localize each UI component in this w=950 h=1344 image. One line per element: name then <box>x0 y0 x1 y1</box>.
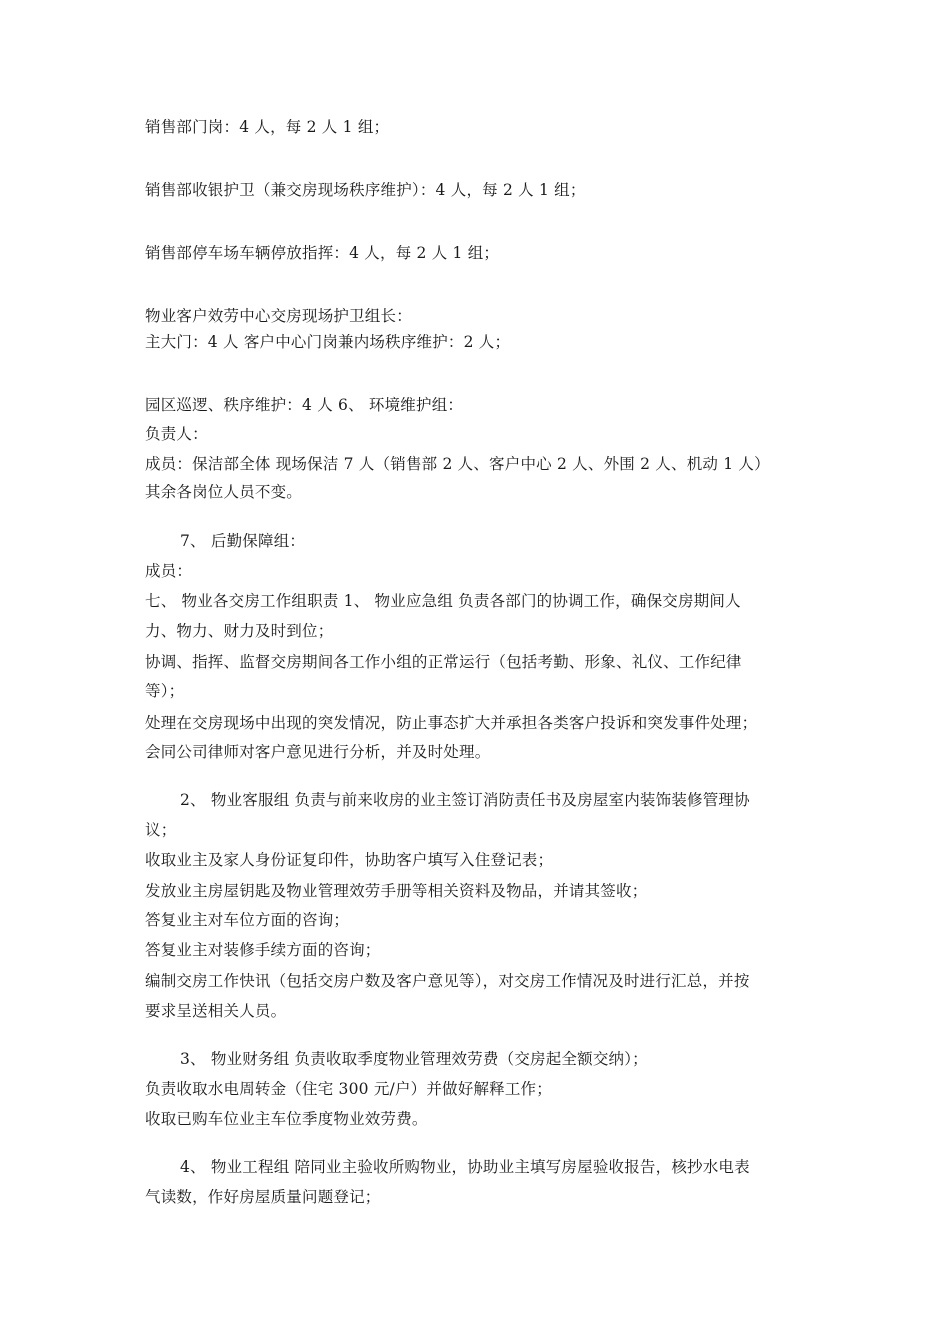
text-line: 园区巡逻、秩序维护：4 人 6、 环境维护组： <box>145 396 464 414</box>
text-line: 4、 物业工程组 陪同业主验收所购物业，协助业主填写房屋验收报告，核抄水电表 <box>180 1158 750 1176</box>
text-line: 力、物力、财力及时到位； <box>145 622 334 640</box>
text-line: 物业客户效劳中心交房现场护卫组长： <box>145 307 412 325</box>
text-line: 销售部收银护卫（兼交房现场秩序维护）：4 人，每 2 人 1 组； <box>145 181 586 199</box>
text-line: 气读数，作好房屋质量问题登记； <box>145 1188 381 1206</box>
text-line: 处理在交房现场中出现的突发情况，防止事态扩大并承担各类客户投诉和突发事件处理； <box>145 714 758 732</box>
text-line: 答复业主对车位方面的咨询； <box>145 911 350 929</box>
text-line: 七、 物业各交房工作组职责 1、 物业应急组 负责各部门的协调工作，确保交房期间人 <box>145 592 741 610</box>
text-line: 成员： <box>145 562 193 580</box>
text-line: 其余各岗位人员不变。 <box>145 483 303 501</box>
text-line: 收取已购车位业主车位季度物业效劳费。 <box>145 1110 428 1128</box>
text-line: 等）； <box>145 682 185 700</box>
text-line: 3、 物业财务组 负责收取季度物业管理效劳费（交房起全额交纳）； <box>180 1050 648 1068</box>
text-line: 负责收取水电周转金（住宅 300 元/户）并做好解释工作； <box>145 1080 552 1098</box>
text-line: 答复业主对装修手续方面的咨询； <box>145 941 381 959</box>
text-line: 收取业主及家人身份证复印件，协助客户填写入住登记表； <box>145 851 554 869</box>
text-line: 主大门：4 人 客户中心门岗兼内场秩序维护：2 人； <box>145 333 511 351</box>
text-line: 发放业主房屋钥匙及物业管理效劳手册等相关资料及物品，并请其签收； <box>145 882 648 900</box>
text-line: 协调、指挥、监督交房期间各工作小组的正常运行（包括考勤、形象、礼仪、工作纪律 <box>145 653 742 671</box>
text-line: 会同公司律师对客户意见进行分析，并及时处理。 <box>145 743 491 761</box>
text-line: 议； <box>145 821 177 839</box>
text-line: 销售部门岗：4 人，每 2 人 1 组； <box>145 118 390 136</box>
text-line: 负责人： <box>145 425 208 443</box>
text-line: 7、 后勤保障组： <box>180 532 306 550</box>
text-line: 2、 物业客服组 负责与前来收房的业主签订消防责任书及房屋室内装饰装修管理协 <box>180 791 750 809</box>
text-line: 销售部停车场车辆停放指挥：4 人，每 2 人 1 组； <box>145 244 500 262</box>
text-line: 成员：保洁部全体 现场保洁 7 人（销售部 2 人、客户中心 2 人、外围 2 人、机动 1 人） <box>145 455 770 473</box>
text-line: 要求呈送相关人员。 <box>145 1002 287 1020</box>
text-line: 编制交房工作快讯（包括交房户数及客户意见等），对交房工作情况及时进行汇总，并按 <box>145 972 750 990</box>
